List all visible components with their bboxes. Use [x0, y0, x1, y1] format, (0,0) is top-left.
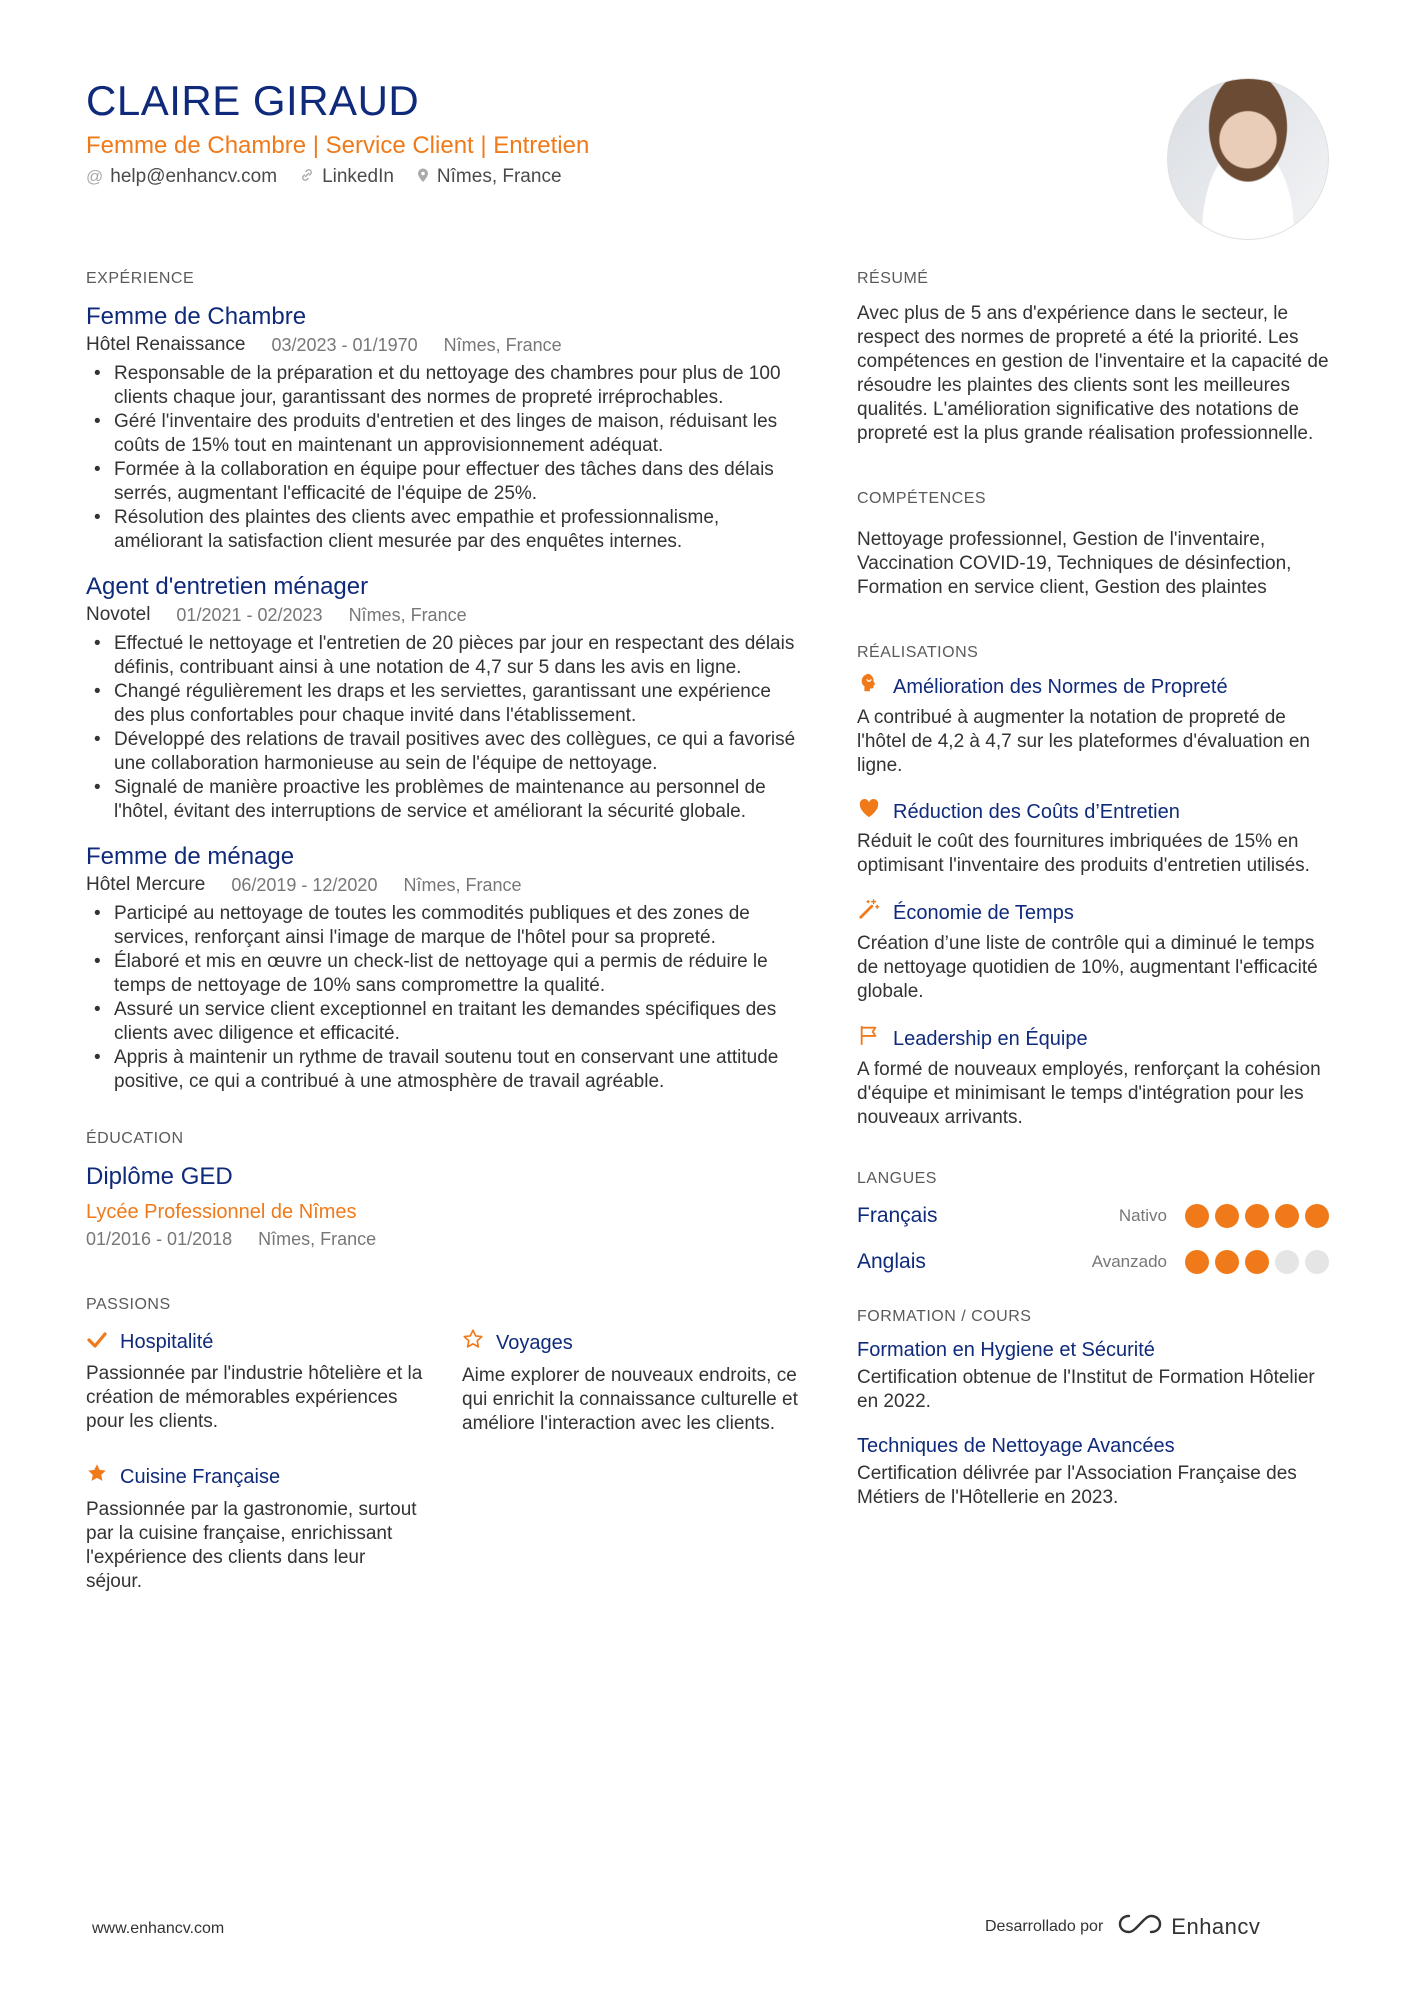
job-bullet: • Développé des relations de travail positives avec des collègues, ce qui a favorisé une collaboration harmonieuse au sein de l'équipe de nettoyage. [86, 728, 806, 776]
job-meta [86, 872, 806, 898]
achievement-text: A formé de nouveaux employés, renforçant la cohésion d'équipe et minimisant le temps d'intégration pour les nouveaux arrivants. [857, 1059, 1321, 1128]
rating-dot-filled [1185, 1204, 1209, 1228]
experience-section-title: EXPÉRIENCE [86, 270, 195, 287]
footer-website[interactable]: www.enhancv.com [92, 1920, 225, 1937]
job-entry [86, 572, 806, 824]
job-bullet: • Résolution des plaintes des clients avec empathie et professionnalisme, améliorant la satisfaction client mesurée par des enquêtes internes. [86, 506, 806, 554]
rating-dot-filled [1215, 1250, 1239, 1274]
summary-text: Avec plus de 5 ans d'expérience dans le secteur, le respect des normes de propreté a été la priorité. Les compétences en gestion de l'inventaire et la capacité de résoudre les plaintes des clients sont les meilleures qualités. L'amélioration significative des notations de propreté est la plus grande réalisation professionnelle. [857, 303, 1329, 444]
school-name: Lycée Professionnel de Nîmes [86, 1201, 357, 1223]
achievement-title: Amélioration des Normes de Propreté [893, 676, 1228, 698]
course-item [857, 1432, 1335, 1510]
job-company: Novotel [86, 604, 151, 625]
contact-linkedin[interactable] [299, 166, 394, 188]
contact-location [416, 166, 562, 188]
course-item [857, 1336, 1335, 1414]
course-title: Techniques de Nettoyage Avancées [857, 1435, 1175, 1457]
flag-icon [857, 1024, 881, 1054]
job-bullet: • Assuré un service client exceptionnel en traitant les demandes spécifiques des clients avec diligence et efficacité. [86, 998, 806, 1046]
rating-dot-filled [1275, 1204, 1299, 1228]
passion-text: Passionnée par l'industrie hôtelière et la création de mémorables expériences pour les clients. [86, 1363, 423, 1432]
education-entry [86, 1162, 806, 1252]
achievement-text: Création d’une liste de contrôle qui a diminué le temps de nettoyage quotidien de 10%, augmentant l'efficacité globale. [857, 933, 1318, 1002]
skills-text: Nettoyage professionnel, Gestion de l'inventaire, Vaccination COVID-19, Techniques de désinfection, Formation en service client, Gestion des plaintes [857, 529, 1292, 598]
contact-bar [86, 166, 1146, 188]
job-bullet: • Géré l'inventaire des produits d'entretien et des linges de maison, réduisant les coûts de 15% tout en maintenant un approvisionnement adéquat. [86, 410, 806, 458]
passion-item [86, 1328, 462, 1436]
rating-dot-filled [1305, 1204, 1329, 1228]
job-bullet: • Élaboré et mis en œuvre un check-list de nettoyage qui a permis de réduire le temps de nettoyage de 10% sans compromettre la qualité. [86, 950, 806, 998]
passions-grid [86, 1328, 806, 1594]
job-entry [86, 302, 806, 554]
magic-wand-icon [857, 898, 881, 928]
language-name: Français [857, 1204, 938, 1227]
achievement-text: A contribué à augmenter la notation de propreté de l'hôtel de 4,2 à 4,7 sur les plateformes d'évaluation en ligne. [857, 707, 1310, 776]
headline: Femme de Chambre | Service Client | Entretien [86, 132, 590, 159]
achievement-item [857, 672, 1335, 778]
achievement-text: Réduit le coût des fournitures imbriquées de 15% en optimisant l'inventaire des produits d'entretien utilisés. [857, 831, 1310, 876]
language-level: Nativo [1118, 1206, 1167, 1225]
job-location: Nîmes, France [348, 605, 467, 625]
job-dates: 01/2021 - 02/2023 [176, 605, 323, 625]
linkedin-text: LinkedIn [322, 166, 394, 187]
brand-name: Enhancv [1171, 1914, 1261, 1939]
job-title: Femme de ménage [86, 843, 295, 870]
education-meta [86, 1226, 806, 1252]
heart-icon [857, 798, 881, 826]
language-row [857, 1196, 1335, 1236]
passion-item [462, 1328, 802, 1436]
achievement-item [857, 1024, 1335, 1130]
passion-text: Aime explorer de nouveaux endroits, ce qui enrichit la connaissance culturelle et améliore l'interaction avec les clients. [462, 1365, 798, 1434]
job-bullet: • Effectué le nettoyage et l'entretien de 20 pièces par jour en respectant des délais définis, contribuant ainsi à une notation de 4,7 sur 5 dans les avis en ligne. [86, 632, 806, 680]
job-entry [86, 842, 806, 1094]
location-text: Nîmes, France [436, 166, 562, 187]
job-location: Nîmes, France [443, 335, 562, 355]
job-bullet: • Changé régulièrement les draps et les serviettes, garantissant une expérience des plus confortables pour chaque invité dans l'établissement. [86, 680, 806, 728]
job-bullet: • Signalé de manière proactive les problèmes de maintenance au personnel de l'hôtel, évitant des interruptions de service et améliorant la sécurité globale. [86, 776, 806, 824]
footer-branding [985, 1912, 1260, 1942]
course-text: Certification obtenue de l'Institut de Formation Hôtelier en 2022. [857, 1367, 1315, 1412]
job-bullets [86, 632, 806, 824]
achievement-title: Leadership en Équipe [893, 1028, 1088, 1050]
brain-icon [857, 672, 881, 702]
star-icon [86, 1462, 108, 1492]
job-bullet: • Appris à maintenir un rythme de travail soutenu tout en conservant une attitude positive, ce qui a contribué à une atmosphère de travail agréable. [86, 1046, 806, 1094]
location-pin-icon [416, 167, 430, 188]
passion-text: Passionnée par la gastronomie, surtout par la cuisine française, enrichissant l'expérience des clients dans leur séjour. [86, 1499, 417, 1592]
achievement-item [857, 898, 1335, 1004]
link-icon [299, 167, 315, 188]
profile-photo [1167, 78, 1329, 240]
achievement-title: Économie de Temps [893, 902, 1074, 924]
achievements-section-title: RÉALISATIONS [857, 644, 979, 661]
candidate-name: CLAIRE GIRAUD [86, 77, 420, 124]
job-meta [86, 602, 806, 628]
job-title: Agent d'entretien ménager [86, 573, 369, 600]
language-name: Anglais [857, 1250, 926, 1273]
job-bullets [86, 362, 806, 554]
education-location: Nîmes, France [258, 1229, 377, 1249]
email-text: help@enhancv.com [110, 166, 278, 187]
course-title: Formation en Hygiene et Sécurité [857, 1339, 1155, 1361]
passion-item [86, 1462, 462, 1594]
achievement-title: Réduction des Coûts d’Entretien [893, 801, 1180, 823]
job-company: Hôtel Mercure [86, 874, 206, 895]
brand-logo[interactable] [1117, 1912, 1260, 1942]
languages-section-title: LANGUES [857, 1170, 937, 1187]
skills-section-title: COMPÉTENCES [857, 490, 987, 507]
powered-by-label: Desarrollado por [985, 1918, 1104, 1935]
job-dates: 06/2019 - 12/2020 [231, 875, 378, 895]
courses-section-title: FORMATION / COURS [857, 1308, 1032, 1325]
job-dates: 03/2023 - 01/1970 [271, 335, 418, 355]
summary-section-title: RÉSUMÉ [857, 270, 929, 287]
at-icon: @ [86, 167, 104, 186]
job-bullets [86, 902, 806, 1094]
job-location: Nîmes, France [403, 875, 522, 895]
passion-title: Hospitalité [120, 1331, 214, 1353]
job-bullet: • Responsable de la préparation et du nettoyage des chambres pour plus de 100 clients chaque jour, garantissant des normes de propreté irréprochables. [86, 362, 806, 410]
job-bullet: • Participé au nettoyage de toutes les commodités publiques et des zones de services, renforçant ainsi l'image de marque de l'hôtel pour sa propreté. [86, 902, 806, 950]
left-column [86, 270, 806, 1594]
rating-dot-filled [1215, 1204, 1239, 1228]
education-dates: 01/2016 - 01/2018 [86, 1229, 233, 1249]
passion-title: Voyages [496, 1332, 573, 1354]
rating-dot-empty [1275, 1250, 1299, 1274]
header [86, 76, 1146, 188]
job-title: Femme de Chambre [86, 303, 307, 330]
passions-section-title: PASSIONS [86, 1296, 171, 1313]
course-text: Certification délivrée par l'Association Française des Métiers de l'Hôtellerie en 2023. [857, 1463, 1297, 1508]
language-row [857, 1242, 1335, 1282]
rating-dot-filled [1245, 1204, 1269, 1228]
degree-title: Diplôme GED [86, 1163, 233, 1190]
education-section-title: ÉDUCATION [86, 1130, 184, 1147]
rating-dot-filled [1245, 1250, 1269, 1274]
job-bullet: • Formée à la collaboration en équipe pour effectuer des tâches dans des délais serrés, augmentant l'efficacité de l'équipe de 25%. [86, 458, 806, 506]
language-rating [1185, 1204, 1329, 1228]
rating-dot-filled [1185, 1250, 1209, 1274]
achievement-item [857, 798, 1335, 878]
contact-email[interactable] [86, 166, 277, 188]
right-column [857, 270, 1335, 1528]
job-company: Hôtel Renaissance [86, 334, 246, 355]
star-outline-icon [462, 1328, 484, 1358]
rating-dot-empty [1305, 1250, 1329, 1274]
check-icon [86, 1328, 108, 1356]
enhancv-logo-icon [1117, 1912, 1163, 1942]
language-rating [1185, 1250, 1329, 1274]
language-level: Avanzado [1091, 1252, 1167, 1271]
job-meta [86, 332, 806, 358]
passion-title: Cuisine Française [120, 1466, 281, 1488]
